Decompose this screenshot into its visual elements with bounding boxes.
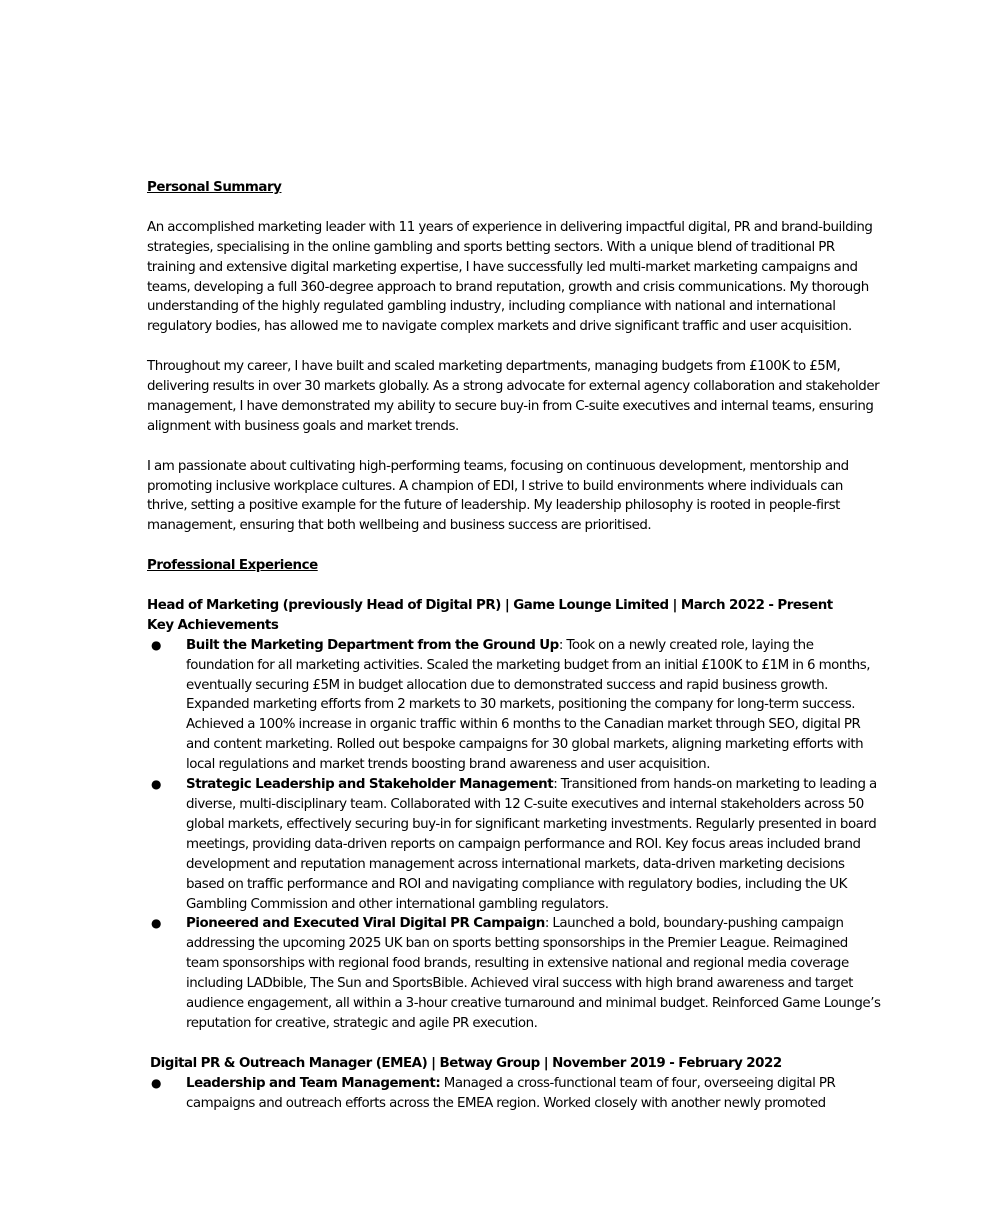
- bullet-icon: ●: [151, 637, 162, 652]
- resume-page: [147, 178, 882, 1113]
- personal-summary-heading: Personal Summary: [147, 180, 282, 195]
- summary-paragraph-2: Throughout my career, I have built and scaled marketing departments, managing budgets from £100K to £5M, delivering results in over 30 markets globally. As a strong advocate for external agency collaboration and stakeholder management, I have demonstrated my ability to secure buy-in from C-suite executives and internal teams, ensuring alignment with business goals and market trends.: [147, 359, 880, 434]
- professional-experience-heading: Professional Experience: [147, 558, 318, 574]
- list-item: [147, 775, 882, 914]
- achievement-title: Built the Marketing Department from the Ground Up: [186, 637, 559, 653]
- summary-paragraph-3: I am passionate about cultivating high-performing teams, focusing on continuous development, mentorship and promoting inclusive workplace cultures. A champion of EDI, I strive to build environments where individuals can thrive, setting a positive example for the future of leadership. My leadership philosophy is rooted in people-first management, ensuring that both wellbeing and business success are prioritised.: [147, 458, 849, 534]
- spacer: [147, 1034, 882, 1054]
- spacer: [147, 536, 882, 556]
- job1-achievements-list: [147, 636, 882, 1034]
- list-item: [147, 636, 882, 775]
- achievement-title: Pioneered and Executed Viral Digital PR Campaign: [186, 916, 545, 932]
- list-item: [147, 914, 882, 1033]
- list-item: [147, 1074, 882, 1114]
- spacer: [147, 337, 882, 357]
- achievement-title: Strategic Leadership and Stakeholder Management: [186, 777, 554, 793]
- job-title-betway: Digital PR & Outreach Manager (EMEA) | Betway Group | November 2019 - February 2022: [150, 1055, 782, 1071]
- spacer: [147, 576, 882, 596]
- spacer: [147, 437, 882, 457]
- spacer: [147, 198, 882, 218]
- achievement-text: : Launched a bold, boundary-pushing campaign addressing the upcoming 2025 UK ban on sports betting sponsorships in the Premier League. Reimagined team sponsorships with regional food brands, resulting in extensive national and regional media coverage including LADbible, The Sun and SportsBible. Achieved viral success with high brand awareness and target audience engagement, all within a 3-hour creative turnaround and minimal budget. Reinforced Game Lounge’s reputation for creative, strategic and agile PR execution.: [186, 916, 881, 1031]
- bullet-icon: ●: [151, 916, 162, 931]
- job2-achievements-list: [147, 1074, 882, 1114]
- achievement-text: Managed a cross-functional team of four, overseeing digital PR campaigns and outreach efforts across the EMEA region. Worked closely with another newly promoted: [186, 1075, 836, 1111]
- achievement-title: Leadership and Team Management:: [186, 1075, 441, 1091]
- achievement-text: : Transitioned from hands-on marketing to leading a diverse, multi-disciplinary team. Collaborated with 12 C-suite executives and internal stakeholders across 50 global markets, effectively securing buy-in for significant marketing investments. Regularly presented in board meetings, providing data-driven reports on campaign performance and ROI. Key focus areas included brand development and reputation management across international markets, data-driven marketing decisions based on traffic performance and ROI and navigating compliance with regulatory bodies, including the UK Gambling Commission and other international gambling regulators.: [186, 777, 877, 912]
- bullet-icon: ●: [151, 777, 162, 792]
- job-title-game-lounge: Head of Marketing (previously Head of Digital PR) | Game Lounge Limited | March 2022 - Present: [147, 597, 833, 613]
- achievement-text: : Took on a newly created role, laying the foundation for all marketing activities. Scaled the marketing budget from an initial £100K to £1M in 6 months, eventually securing £5M in budget allocation due to demonstrated success and rapid business growth. Expanded marketing efforts from 2 markets to 30 markets, positioning the company for long-term success. Achieved a 100% increase in organic traffic within 6 months to the Canadian market through SEO, digital PR and content marketing. Rolled out bespoke campaigns for 30 global markets, aligning marketing efforts with local regulations and market trends boosting brand awareness and user acquisition.: [186, 637, 871, 773]
- summary-paragraph-1: An accomplished marketing leader with 11 years of experience in delivering impactful digital, PR and brand-building strategies, specialising in the online gambling and sports betting sectors. With a unique blend of traditional PR training and extensive digital marketing expertise, I have successfully led multi-market marketing campaigns and teams, developing a full 360-degree approach to brand reputation, growth and crisis communications. My thorough understanding of the highly regulated gambling industry, including compliance with national and international regulatory bodies, has allowed me to navigate complex markets and drive significant traffic and user acquisition.: [147, 219, 873, 335]
- key-achievements-heading: Key Achievements: [147, 617, 279, 633]
- bullet-icon: ●: [151, 1075, 162, 1090]
